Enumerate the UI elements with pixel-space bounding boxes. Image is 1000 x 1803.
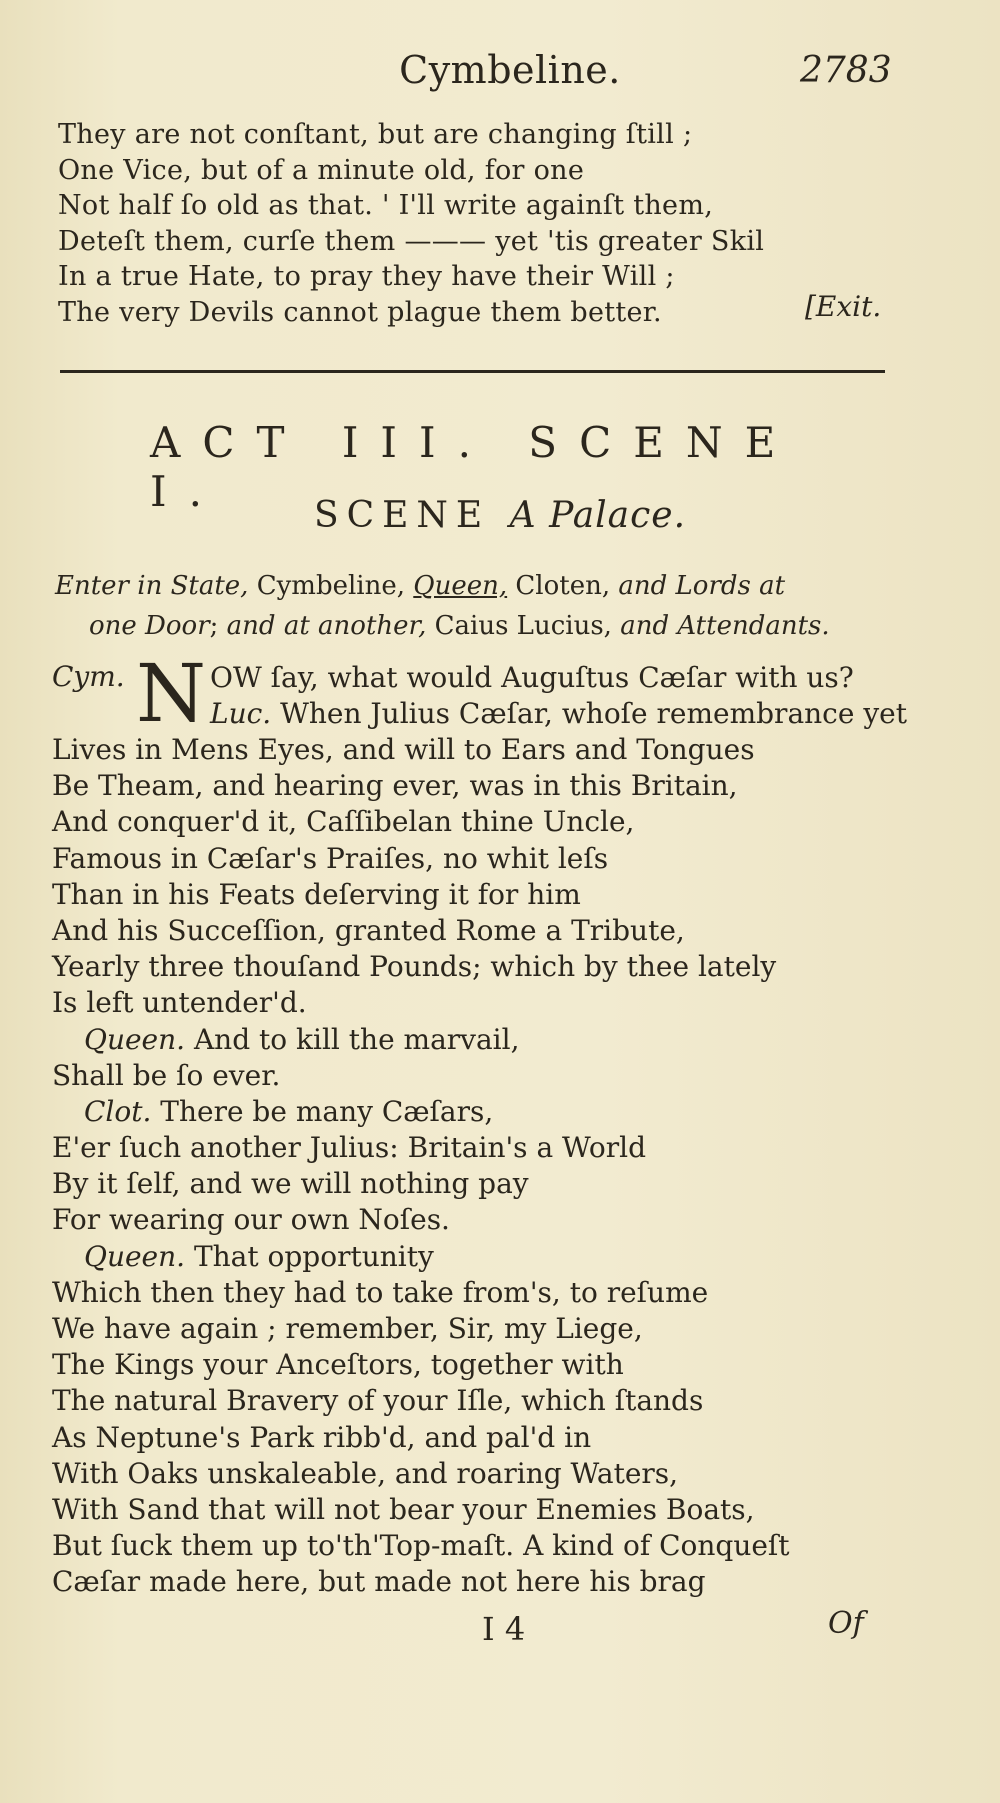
dialogue-text: For wearing our own Noſes.	[52, 1203, 450, 1237]
dialogue-text: By it ſelf, and we will nothing pay	[52, 1167, 529, 1201]
speaker-cym: Cym.	[52, 660, 125, 693]
dialogue-text: But ſuck them up to'th'Top-maſt. A kind of Conqueſt	[52, 1529, 790, 1563]
dialogue-text: As Neptune's Park ribb'd, and pal'd in	[52, 1420, 592, 1454]
dialogue-text: Lives in Mens Eyes, and will to Ears and Tongues	[52, 733, 755, 766]
opening-line-1: OW ſay, what would Auguſtus Cæſar with us?	[210, 661, 854, 694]
dialogue-line	[52, 949, 932, 985]
dialogue-text: Famous in Cæſar's Praiſes, no whit leſs	[52, 841, 609, 875]
dialogue-line	[52, 768, 932, 804]
dialogue-text: With Sand that will not bear your Enemies Boats,	[52, 1492, 755, 1526]
verse-line: Not half ſo old as that. ' I'll write againſt them,	[58, 190, 714, 221]
catchword: Of	[828, 1606, 864, 1641]
dialogue-text: Than in his Feats deſerving it for him	[52, 877, 581, 911]
verse-line: In a true Hate, to pray they have their Will ;	[58, 261, 675, 292]
dialogue-line	[52, 1420, 932, 1456]
top-verse	[58, 117, 918, 330]
opening-line-2: Luc. When Julius Cæſar, whoſe remembrance yet	[210, 697, 907, 730]
dialogue-line	[52, 1239, 932, 1275]
dialogue-line	[52, 1528, 932, 1564]
drop-capital: N	[136, 647, 206, 740]
verse-line: Deteſt them, curſe them ——— yet 'tis greater Skil	[58, 225, 765, 257]
page-number: 2783	[800, 50, 892, 91]
speaker-name: Queen.	[84, 1022, 186, 1056]
stage-direction-line: Enter in State, Cymbeline, Queen, Cloten, and Lords at	[55, 571, 786, 601]
dialogue-line	[52, 985, 932, 1021]
dialogue-text: And conquer'd it, Caſſibelan thine Uncle,	[52, 805, 635, 839]
dialogue-line	[52, 1130, 932, 1166]
dialogue-text: Be Theam, and hearing ever, was in this Britain,	[52, 769, 738, 803]
speaker-luc: Luc.	[210, 697, 272, 730]
dialogue-text: The Kings your Anceſtors, together with	[52, 1348, 624, 1382]
dialogue-line	[52, 1456, 932, 1492]
signature-mark: I 4	[482, 1610, 526, 1648]
dialogue-block	[52, 732, 932, 1601]
dialogue-text: Which then they had to take from's, to reſume	[52, 1275, 709, 1309]
dialogue-line	[52, 1094, 932, 1130]
dialogue-text: E'er ſuch another Julius: Britain's a World	[52, 1131, 647, 1165]
speaker-name: Clot.	[84, 1094, 152, 1128]
dialogue-line	[52, 1058, 932, 1094]
dialogue-text: Is left untender'd.	[52, 986, 307, 1020]
dialogue-line	[52, 913, 932, 949]
verse-line: One Vice, but of a minute old, for one	[58, 154, 585, 186]
exit-direction: [Exit.	[805, 290, 882, 323]
dialogue-line	[52, 1275, 932, 1311]
dialogue-text: Yearly three thouſand Pounds; which by thee lately	[52, 950, 777, 984]
section-rule	[60, 370, 885, 373]
dialogue-text: We have again ; remember, Sir, my Liege,	[52, 1312, 643, 1345]
dialogue-line	[52, 1383, 932, 1419]
dialogue-text: There be many Cæſars,	[151, 1094, 494, 1128]
opening-lines	[210, 660, 907, 732]
dialogue-line	[52, 804, 932, 840]
dialogue-text: Shall be ſo ever.	[52, 1058, 281, 1092]
running-head: Cymbeline.	[399, 48, 621, 92]
stage-direction-line: one Door; and at another, Caius Lucius, and Attendants.	[89, 611, 830, 641]
dialogue-line	[52, 1202, 932, 1238]
dialogue-line	[52, 732, 932, 768]
dialogue-text: The natural Bravery of your Iſle, which ſtands	[52, 1384, 704, 1418]
speaker-name: Queen.	[84, 1239, 186, 1273]
scene-heading	[200, 495, 800, 536]
dialogue-line	[52, 841, 932, 877]
dialogue-line	[52, 1022, 932, 1058]
scene-place: A Palace.	[509, 495, 687, 536]
dialogue-line	[52, 1564, 932, 1600]
scene-word: SCENE	[313, 495, 491, 536]
dialogue-line	[52, 877, 932, 913]
act-heading: ACT III. SCENE I.	[150, 418, 798, 516]
stage-direction	[55, 566, 915, 646]
dialogue-text: With Oaks unskaleable, and roaring Waters,	[52, 1456, 679, 1490]
dialogue-text: And his Succeſſion, granted Rome a Tribute,	[52, 913, 685, 947]
dialogue-text: Cæſar made here, but made not here his brag	[52, 1565, 706, 1599]
verse-line: The very Devils cannot plague them better.	[58, 296, 662, 328]
dialogue-line	[52, 1492, 932, 1528]
dialogue-text: And to kill the marvail,	[185, 1022, 520, 1056]
dialogue-line	[52, 1311, 932, 1347]
dialogue-line	[52, 1166, 932, 1202]
dialogue-line	[52, 1347, 932, 1383]
verse-line: They are not conſtant, but are changing ſtill ;	[58, 119, 693, 150]
dialogue-text: That opportunity	[185, 1239, 434, 1273]
